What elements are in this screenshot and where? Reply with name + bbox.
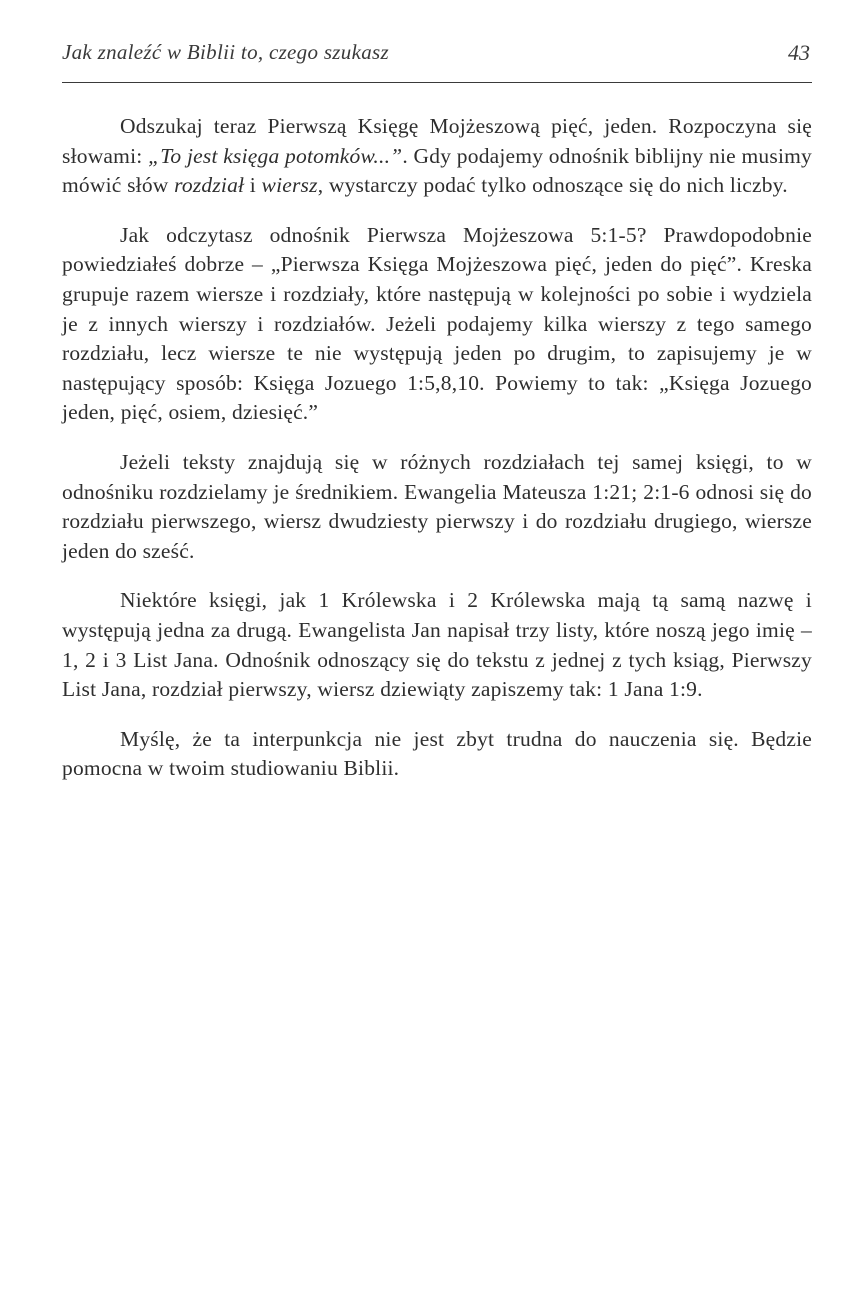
running-header [62,40,812,83]
conjunction: i [244,173,262,198]
quoted-verse: „To jest księga potomków...” [148,143,403,168]
page-number: 43 [788,40,810,65]
paragraph-4: Niektóre księgi, jak 1 Królewska i 2 Królewska mają tą samą nazwę i występują jedna za drugą. Ewangelista Jan napisał trzy listy, które noszą jego imię – 1, 2 i 3 List Jana. Odnośnik odnoszący się do tekstu z jednej z tych ksiąg, Pierwszy List Jana, rozdział pierwszy, wiersz dziewiąty zapiszemy tak: 1 Jana 1:9. [62,588,812,702]
term-wiersz: wiersz [261,173,318,198]
paragraph-3: Jeżeli teksty znajdują się w różnych rozdziałach tej samej księgi, to w odnośniku rozdzielamy je średnikiem. Ewangelia Mateusza 1:21; 2:1-6 odnosi się do rozdziału pierwszego, wiersz dwudziesty pierwszy i do rozdziału drugiego, wiersze jeden do sześć. [62,449,812,563]
paragraph-5: Myślę, że ta interpunkcja nie jest zbyt trudna do nauczenia się. Będzie pomocna w twoim studiowaniu Biblii. [62,726,812,781]
paragraph-2: Jak odczytasz odnośnik Pierwsza Mojżeszowa 5:1-5? Prawdopodobnie powiedziałeś dobrze – „Pierwsza Księga Mojżeszowa pięć, jeden do pięć”. Kreska grupuje razem wiersze i rozdziały, które następują w kolejności po sobie i wydziela je z innych wierszy i rozdziałów. Jeżeli podajemy kilka wierszy z tego samego rozdziału, lecz wiersze te nie występują jeden po drugim, to zapisujemy je w następujący sposób: Księga Jozuego 1:5,8,10. Powiemy to tak: „Księga Jozuego jeden, pięć, osiem, dziesięć.” [62,222,812,425]
paragraph-1-text-end: , wystarczy podać tylko odnoszące się do nich liczby. [317,173,788,198]
paragraph-1 [62,112,812,201]
paragraph-1-text-cont: . Gdy podajemy odnośnik biblijny nie musimy mówić słów [62,143,812,198]
paragraph-1-text: Odszukaj teraz Pierwszą Księgę Mojżeszową pięć, jeden. Rozpoczyna się słowami: [62,114,812,168]
body-text [62,112,812,784]
term-rozdzial: rozdział [174,173,245,198]
running-header-title: Jak znaleźć w Biblii to, czego szukasz [62,40,389,64]
